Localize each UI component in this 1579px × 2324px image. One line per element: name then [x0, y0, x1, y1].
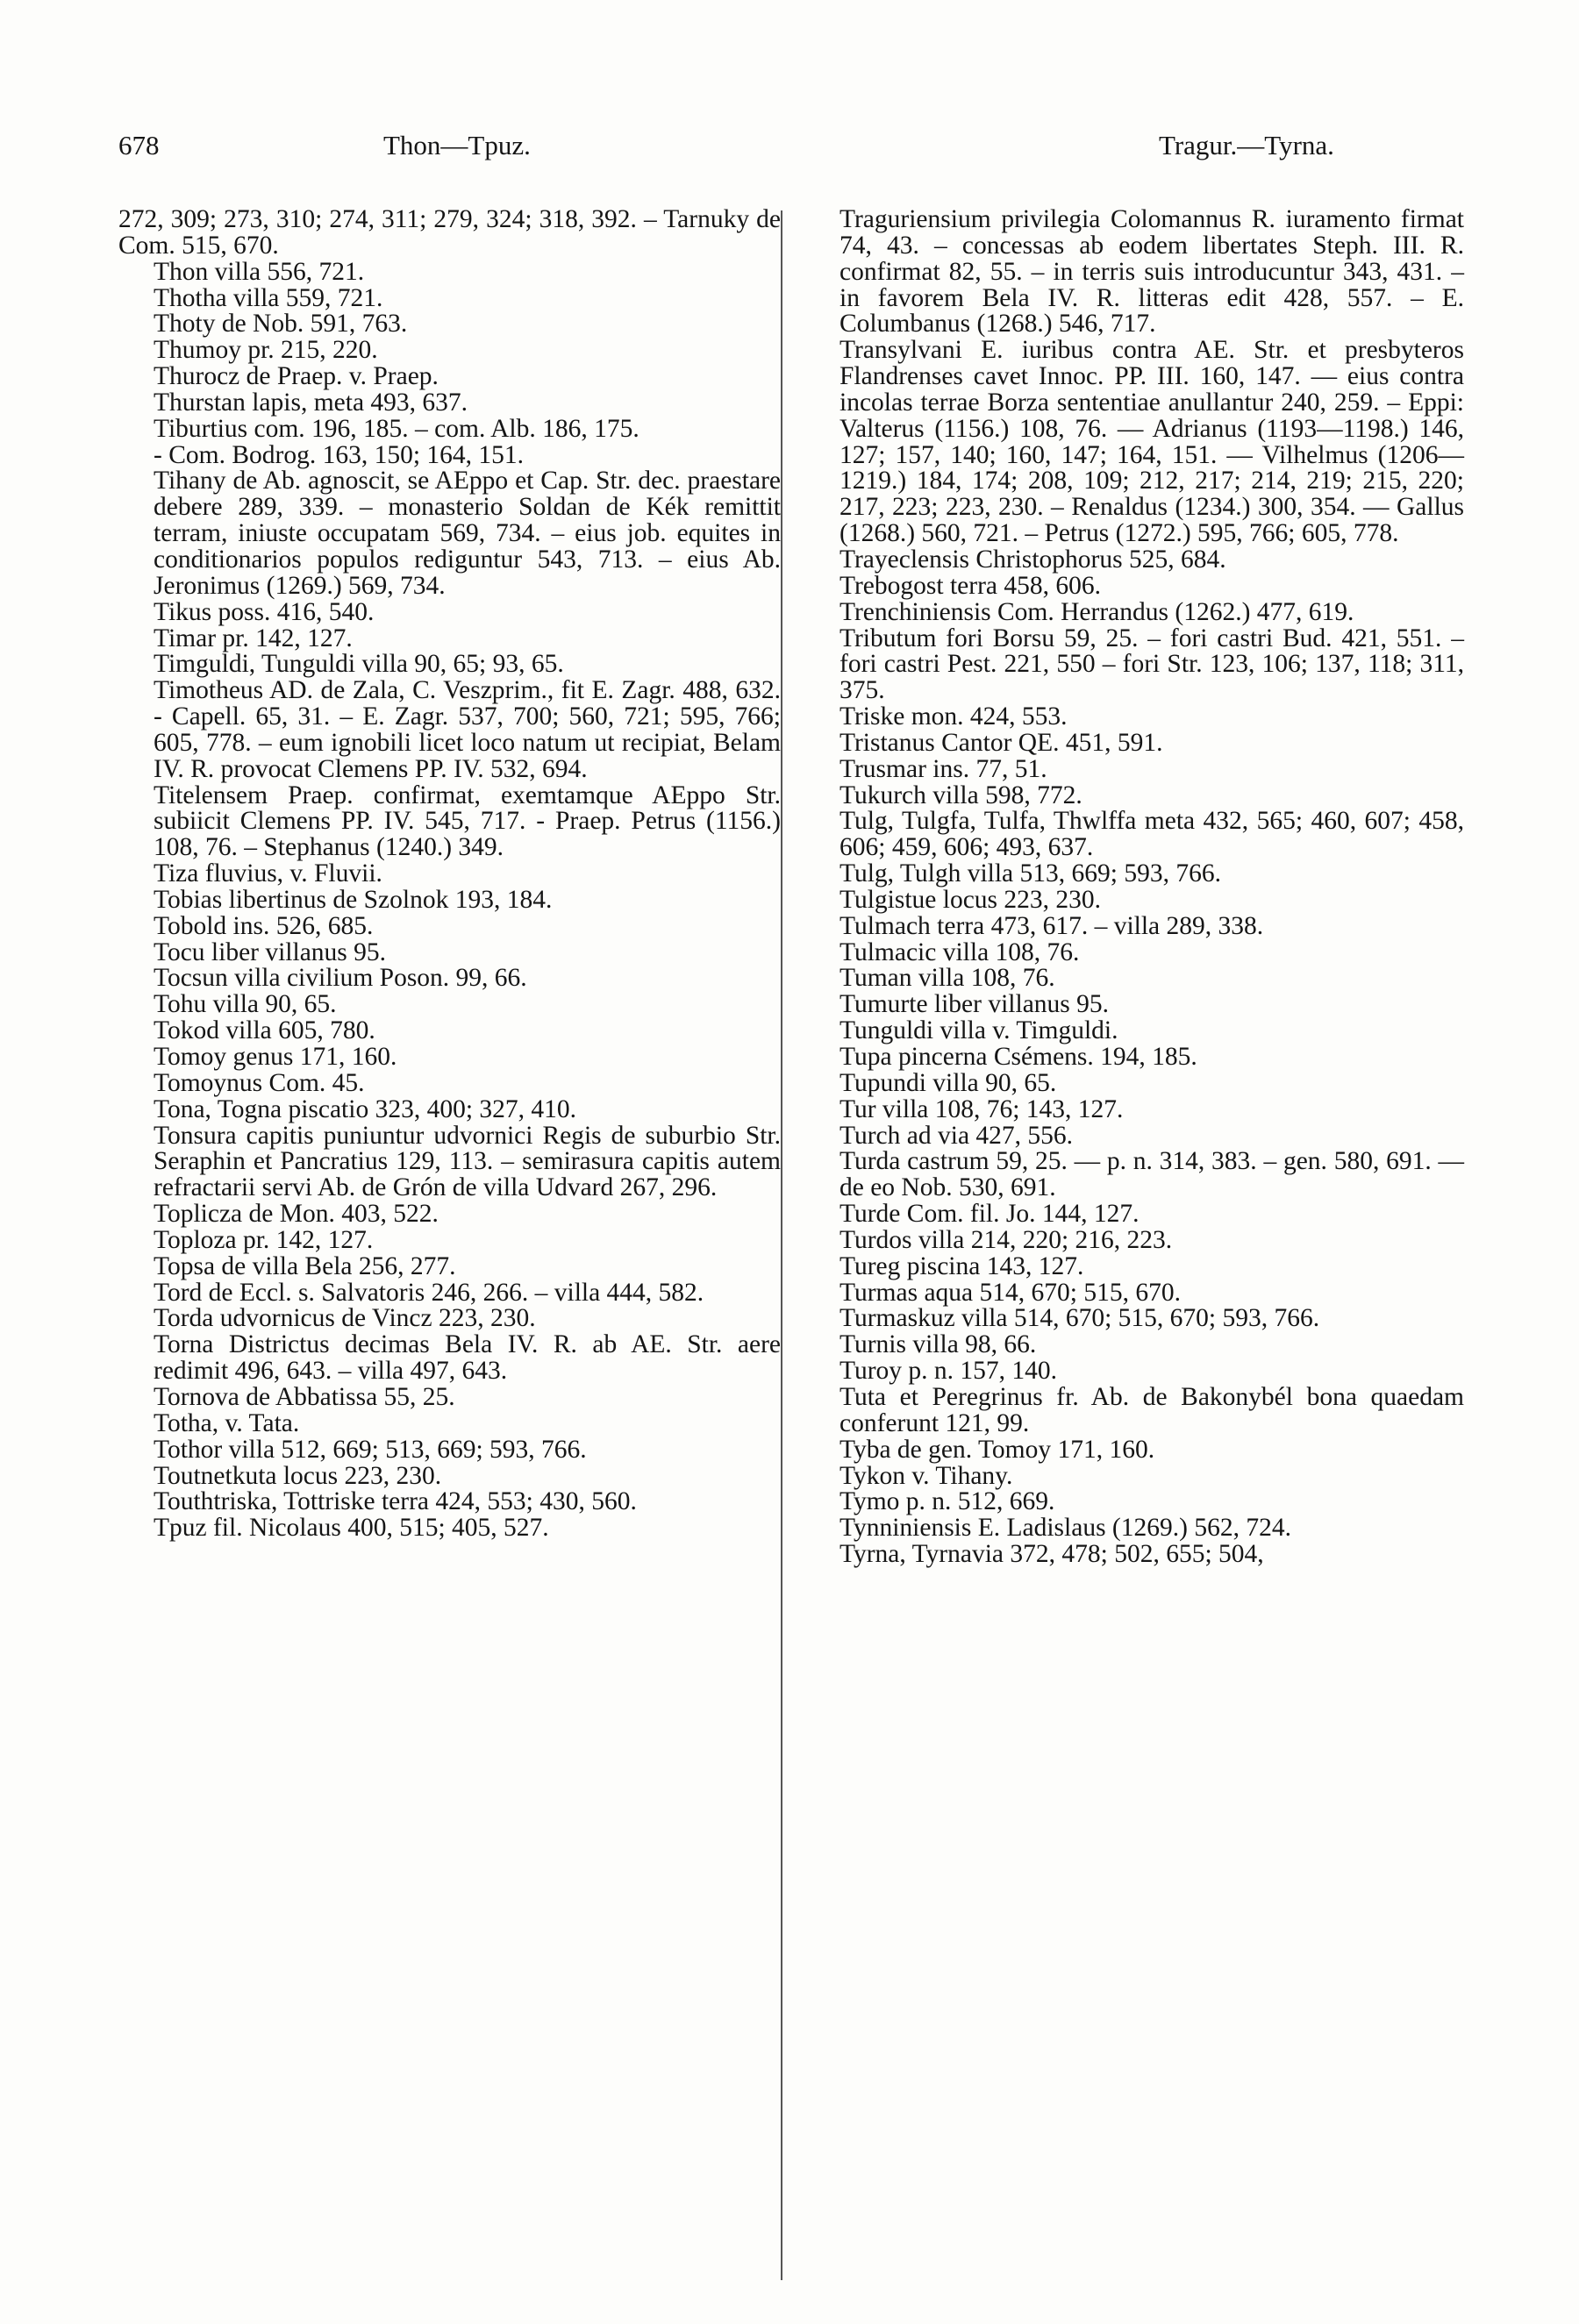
index-entry: Titelensem Praep. confirmat, exemtamque AEppo Str. subiicit Clemens PP. IV. 545, 717. - Praep. Petrus (1156.) 108, 76. – Stephanus (1240.) 349.: [154, 781, 781, 862]
index-entry: Tuta et Peregrinus fr. Ab. de Bakonybél bona quaedam conferunt 121, 99.: [840, 1382, 1464, 1437]
index-entry: Tyba de gen. Tomoy 171, 160.: [840, 1435, 1155, 1464]
index-entry: Thoty de Nob. 591, 763.: [154, 310, 408, 339]
index-entry: Tobias libertinus de Szolnok 193, 184.: [154, 885, 553, 914]
index-entry: Thurocz de Praep. v. Praep.: [154, 362, 439, 391]
right-column: [804, 207, 1464, 1568]
index-entry: Trebogost terra 458, 606.: [840, 571, 1101, 600]
index-entry: Turde Com. fil. Jo. 144, 127.: [840, 1200, 1140, 1229]
index-entry: Tikus poss. 416, 540.: [154, 597, 375, 626]
index-entry: Tureg piscina 143, 127.: [840, 1251, 1084, 1280]
index-entry: Timotheus AD. de Zala, C. Veszprim., fit E. Zagr. 488, 632. - Capell. 65, 31. – E. Zagr. 537, 700; 560, 721; 595, 766; 605, 778. – eum ignobili licet loco natum ut recipiat, Belam IV. R. provocat Clemens PP. IV. 532, 694.: [154, 676, 781, 783]
index-entry: Tomoy genus 171, 160.: [154, 1043, 397, 1071]
index-entry: Tumurte liber villanus 95.: [840, 990, 1110, 1019]
index-entry: Tohu villa 90, 65.: [154, 990, 337, 1019]
index-entry: Thurstan lapis, meta 493, 637.: [154, 388, 468, 417]
index-entry: Tukurch villa 598, 772.: [840, 781, 1082, 809]
index-entry: Tributum fori Borsu 59, 25. – fori castri Bud. 421, 551. – fori castri Pest. 221, 550 – fori Str. 123, 106; 137, 118; 311, 375.: [840, 624, 1464, 705]
index-entry: Tord de Eccl. s. Salvatoris 246, 266. – villa 444, 582.: [154, 1278, 704, 1307]
running-header: [118, 130, 1465, 174]
index-entry: Turdos villa 214, 220; 216, 223.: [840, 1225, 1173, 1254]
index-entry: Tomoynus Com. 45.: [154, 1068, 365, 1097]
page-number: 678: [118, 130, 160, 160]
index-entry: Trenchiniensis Com. Herrandus (1262.) 477, 619.: [840, 597, 1354, 626]
index-entry: Tykon v. Tihany.: [840, 1461, 1013, 1490]
index-entry: Trusmar ins. 77, 51.: [840, 754, 1047, 783]
index-entry: 272, 309; 273, 310; 274, 311; 279, 324; 318, 392. – Tarnuky de Com. 515, 670.: [118, 205, 781, 260]
index-entry: Totha, v. Tata.: [154, 1408, 300, 1437]
index-entry: Tymo p. n. 512, 669.: [840, 1487, 1055, 1516]
index-entry: Traguriensium privilegia Colomannus R. iuramento firmat 74, 43. – concessas ab eodem libertates Steph. III. R. confirmat 82, 55. – in terris suis introducuntur 343, 431. – in favorem Bela IV. R. litteras edit 428, 557. – E. Columbanus (1268.) 546, 717.: [840, 205, 1464, 339]
index-entry: Turmas aqua 514, 670; 515, 670.: [840, 1278, 1181, 1307]
index-entry: Tuman villa 108, 76.: [840, 964, 1055, 993]
index-entry: Tornova de Abbatissa 55, 25.: [154, 1382, 455, 1411]
index-entry: Tona, Togna piscatio 323, 400; 327, 410.: [154, 1094, 577, 1123]
index-entry: Touthtriska, Tottriske terra 424, 553; 430, 560.: [154, 1487, 637, 1516]
index-entry: Tocsun villa civilium Poson. 99, 66.: [154, 964, 527, 993]
index-entry: Tihany de Ab. agnoscit, se AEppo et Cap. Str. dec. praestare debere 289, 339. – monasterio Soldan de Kék remittit terram, iniuste occupatam 569, 734. – eius job. equites in conditionarios populos rediguntur 543, 713. – eius Ab. Jeronimus (1269.) 569, 734.: [154, 467, 781, 600]
index-entry: Turmaskuz villa 514, 670; 515, 670; 593, 766.: [840, 1304, 1320, 1333]
left-running-head: Thon—Tpuz.: [383, 130, 531, 160]
index-entry: Turoy p. n. 157, 140.: [840, 1357, 1058, 1386]
index-entry: Tur villa 108, 76; 143, 127.: [840, 1094, 1124, 1123]
index-entry: Trayeclensis Christophorus 525, 684.: [840, 545, 1226, 574]
index-entry: Torda udvornicus de Vincz 223, 230.: [154, 1304, 536, 1333]
index-entry: Tonsura capitis puniuntur udvornici Regis de suburbio Str. Seraphin et Pancratius 129, 113. – semirasura capitis autem refractarii servi Ab. de Grón de villa Udvard 267, 296.: [154, 1121, 781, 1202]
index-entry: Thumoy pr. 215, 220.: [154, 336, 378, 365]
index-entry: Tulg, Tulgfa, Tulfa, Thwlffa meta 432, 565; 460, 607; 458, 606; 459, 606; 493, 637.: [840, 807, 1464, 862]
index-entry: Turda castrum 59, 25. — p. n. 314, 383. – gen. 580, 691. — de eo Nob. 530, 691.: [840, 1147, 1464, 1202]
index-entry: Tyrna, Tyrnavia 372, 478; 502, 655; 504,: [840, 1540, 1264, 1569]
index-entry: Timguldi, Tunguldi villa 90, 65; 93, 65.: [154, 650, 564, 679]
right-running-head: Tragur.—Tyrna.: [1159, 130, 1334, 160]
index-entry: Tupundi villa 90, 65.: [840, 1068, 1057, 1097]
index-entry: Tokod villa 605, 780.: [154, 1016, 375, 1045]
index-entry: Topsa de villa Bela 256, 277.: [154, 1251, 456, 1280]
index-entry: Thotha villa 559, 721.: [154, 283, 383, 312]
index-entry: Timar pr. 142, 127.: [154, 624, 353, 652]
index-entry: Torna Districtus decimas Bela IV. R. ab AE. Str. aere redimit 496, 643. – villa 497, 643.: [154, 1330, 781, 1386]
left-column: [118, 207, 781, 1542]
index-entry: Toploza pr. 142, 127.: [154, 1225, 374, 1254]
index-entry: Tunguldi villa v. Timguldi.: [840, 1016, 1118, 1045]
index-entry: Tulgistue locus 223, 230.: [840, 885, 1102, 914]
index-entry: Tynniniensis E. Ladislaus (1269.) 562, 724.: [840, 1514, 1291, 1543]
index-entry: Tpuz fil. Nicolaus 400, 515; 405, 527.: [154, 1514, 549, 1543]
index-entry: Triske mon. 424, 553.: [840, 702, 1068, 731]
index-entry: Tiza fluvius, v. Fluvii.: [154, 859, 382, 888]
index-entry: Transylvani E. iuribus contra AE. Str. et presbyteros Flandrenses cavet Innoc. PP. III. 160, 147. — eius contra incolas terrae Borza sententiae anullantur 240, 259. – Eppi: Valterus (1156.) 108, 76. — Adrianus (1193—1198.) 146, 127; 157, 140; 160, 147; 164, 151. — Vilhelmus (1206—1219.) 184, 174; 208, 109; 212, 217; 214, 219; 215, 220; 217, 223; 223, 230. – Renaldus (1234.) 300, 354. — Gallus (1268.) 560, 721. – Petrus (1272.) 595, 766; 605, 778.: [840, 336, 1464, 548]
index-entry: Turnis villa 98, 66.: [840, 1330, 1037, 1359]
index-entry: Toplicza de Mon. 403, 522.: [154, 1200, 439, 1229]
index-entry: Tothor villa 512, 669; 513, 669; 593, 766.: [154, 1435, 587, 1464]
index-entry: Turch ad via 427, 556.: [840, 1121, 1074, 1150]
index-entry: Tulg, Tulgh villa 513, 669; 593, 766.: [840, 859, 1221, 888]
column-divider: [781, 210, 782, 2280]
index-entry: Tulmach terra 473, 617. – villa 289, 338.: [840, 911, 1264, 940]
index-entry: Tocu liber villanus 95.: [154, 937, 387, 966]
index-entry: Tristanus Cantor QE. 451, 591.: [840, 728, 1163, 757]
index-entry: Tobold ins. 526, 685.: [154, 911, 374, 940]
index-entry: Thon villa 556, 721.: [154, 257, 365, 286]
index-entry: Toutnetkuta locus 223, 230.: [154, 1461, 442, 1490]
index-entry: Tiburtius com. 196, 185. – com. Alb. 186, 175.: [154, 414, 639, 443]
index-entry: - Com. Bodrog. 163, 150; 164, 151.: [154, 440, 525, 469]
index-entry: Tulmacic villa 108, 76.: [840, 937, 1080, 966]
index-entry: Tupa pincerna Csémens. 194, 185.: [840, 1043, 1197, 1071]
